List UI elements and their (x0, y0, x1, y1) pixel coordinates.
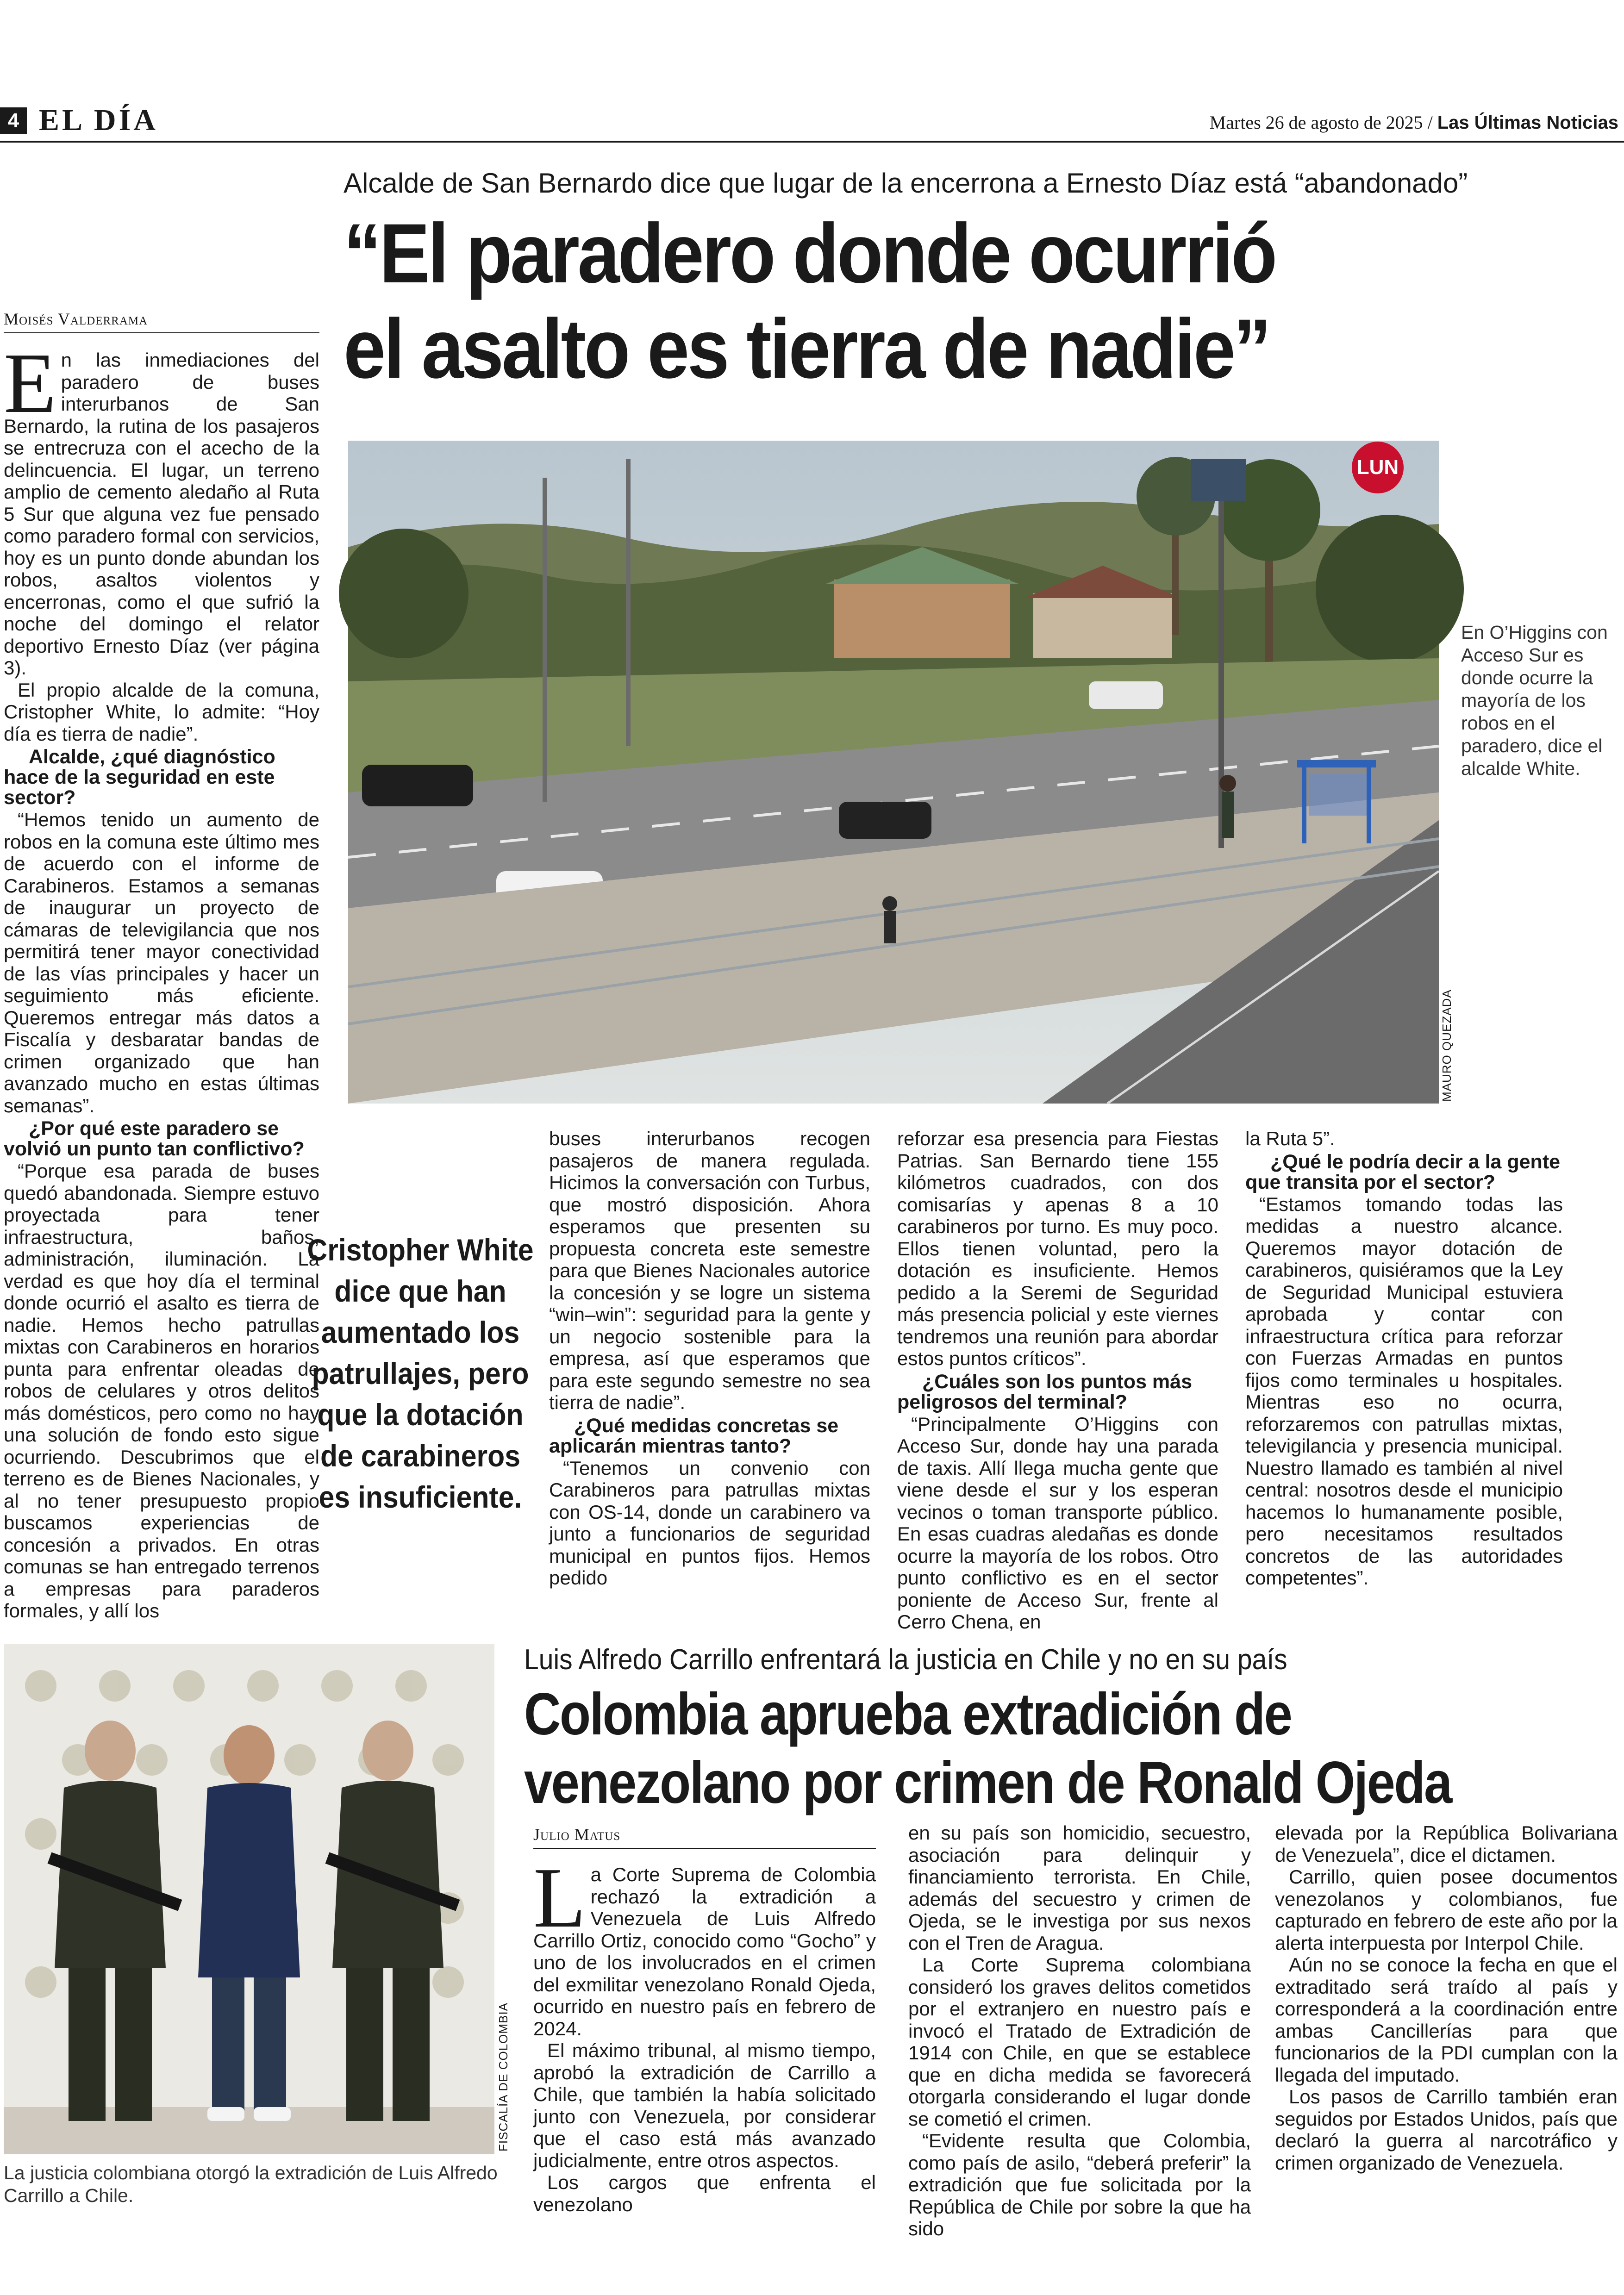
article2-headline (524, 1680, 1464, 1817)
paragraph (533, 1850, 876, 2039)
paragraph-text: a Corte Suprema de Colombia rechazó la extradición a Venezuela de Luis Alfredo Carrillo Ortiz, conocido como “Gocho” y uno de los involucrados en el crimen del exmilitar venezolano Ronald Ojeda, ocurrido en nuestro país en febrero de 2024. (533, 1864, 876, 2039)
paragraph: buses interurbanos recogen pasajeros de manera regulada. Hicimos la conversación con Turbus, que mostró disposición. Ahora esperamos que presenten su propuesta concreta este semestre para que Bienes Nacionales autorice la concesión y se logre un sistema “win–win”: seguridad para la gente y un negocio sostenible para la empresa, así que esperamos que para este segundo semestre no sea tierra de nadie”. (549, 1128, 870, 1413)
article2-byline: Julio Matus (533, 1825, 876, 1849)
paragraph (4, 336, 319, 679)
paragraph: la Ruta 5”. (1245, 1128, 1335, 1149)
article1-photo-credit: MAURO QUEZADA (1440, 989, 1454, 1102)
pull-quote: Cristopher White dice que han aumentado los patrullajes, pero que la dotación de carabineros es insuficiente. (307, 1233, 534, 1514)
article1-column-3 (897, 1128, 1218, 1633)
article1-kicker: Alcalde de San Bernardo dice que lugar de la encerrona a Ernesto Díaz está “abandonado” (344, 168, 1468, 199)
arrest-photo-illustration (4, 1644, 494, 2154)
paragraph: Aún no se conoce la fecha en que el extraditado será traído al país y corresponderá a la coordinación entre ambas Cancillerías para que funcionarios de la PDI cumplan con la llegada del imputado. (1275, 1954, 1618, 2086)
paragraph: El máximo tribunal, al mismo tiempo, aprobó la extradición de Carrillo a Chile, que también la había solicitado junto con Venezuela, por considerar que el caso está más avanzado judicialmente, entre otros aspectos. (533, 2039, 876, 2171)
paragraph: Los cargos que enfrenta el venezolano (533, 2171, 876, 2215)
section-name: EL DÍA (39, 103, 158, 137)
paragraph: “Porque esa parada de buses quedó abandonada. Siempre estuvo proyectada para tener infraestructura, baños, administración, iluminación. La verdad es que hoy día el terminal donde ocurrió el asalto es tierra de nadie. Hemos hecho patrullas mixtas con Carabineros en horarios punta para enfrentar oleadas de robos de celulares y otros delitos más domésticos, pero como no hay una solución de fondo esto sigue ocurriendo. Descubrimos que el terreno es de Bienes Nacionales, y al no tener presupuesto propio buscamos experiencias de concesión a privados. En otras comunas se han entregado terrenos a empresas para paraderos formales, y allí los (4, 1160, 319, 1621)
article1-column-2 (549, 1128, 870, 1618)
paragraph: “Evidente resulta que Colombia, como país de asilo, “deberá preferir” la extradición que fue solicitada por la República de Chile por sobre la que ha sido (908, 2130, 1251, 2239)
header-separator: / (1427, 112, 1433, 133)
interview-question: ¿Qué medidas concretas se aplicarán mientras tanto? (549, 1414, 839, 1457)
header-date: Martes 26 de agosto de 2025 (1209, 112, 1423, 133)
article1-byline: Moisés Valderrama (4, 309, 319, 333)
paragraph: en su país son homicidio, secuestro, asociación para delinquir y financiamiento terrorista. En Chile, además del secuestro y crimen de Ojeda, se le investiga por sus nexos con el Tren de Aragua. (908, 1822, 1251, 1954)
paragraph: Carrillo, quien posee documentos venezolanos y colombianos, fue capturado en febrero de este año por la alerta interpuesta por Interpol Chile. (1275, 1866, 1618, 1954)
lun-logo: LUN (1352, 442, 1404, 493)
paragraph: reforzar esa presencia para Fiestas Patrias. San Bernardo tiene 155 kilómetros cuadrados, con dos comisarías y apenas 8 a 10 carabineros por turno. Es muy poco. Ellos tienen voluntad, pero la dotación es insuficiente. Hemos pedido a la Seremi de Seguridad más presencia policial y este viernes tendremos una reunión para abordar estos puntos críticos”. (897, 1128, 1218, 1369)
article2-photo (4, 1644, 494, 2154)
paragraph: La Corte Suprema colombiana consideró los graves delitos cometidos por el extranjero en nuestro país e invocó el Tratado de Extradición de 1914 con Chile, en que se establece que en dicha medida se favorecerá otorgarla considerando el lugar donde se cometió el crimen. (908, 1954, 1251, 2130)
article1-photo (348, 441, 1439, 1104)
interview-question: ¿Por qué este paradero se volvió un punto tan conflictivo? (4, 1117, 305, 1160)
paragraph: “Tenemos un convenio con Carabineros para patrullas mixtas con OS-14, donde un carabinero va junto a funcionarios de seguridad municipal en puntos fijos. Hemos pedido (549, 1457, 870, 1589)
interview-question: ¿Qué le podría decir a la gente que transita por el sector? (1245, 1150, 1561, 1193)
paragraph-text: n las inmediaciones del paradero de buses interurbanos de San Bernardo, la rutina de los pasajeros se entrecruza con el acecho de la delincuencia. El lugar, un terreno amplio de cemento aledaño al Ruta 5 Sur que alguna vez fue pensado como paradero formal con servicios, hoy es un punto donde abundan los robos, asaltos violentos y encerronas, como el que sufrió la noche del domingo el relator deportivo Ernesto Díaz (ver página 3). (4, 349, 319, 679)
article2-headline-line1: Colombia aprueba extradición de (524, 1681, 1292, 1747)
paragraph: Los pasos de Carrillo también eran seguidos por Estados Unidos, país que declaró la guerra al narcotráfico y crimen organizado de Venezuela. (1275, 2086, 1618, 2174)
article2-headline-line2: venezolano por crimen de Ronald Ojeda (524, 1750, 1451, 1816)
article1-headline-line1: “El paradero donde ocurrió (344, 206, 1275, 300)
interview-question: ¿Cuáles son los puntos más peligrosos del terminal? (897, 1370, 1192, 1413)
dropcap: E (4, 336, 56, 431)
article1-photo-caption: En O’Higgins con Acceso Sur es donde ocurre la mayoría de los robos en el paradero, dice el alcalde White. (1461, 622, 1608, 779)
article2-column-3 (1275, 1822, 1618, 2215)
bus-stop-scene-illustration (348, 441, 1439, 1104)
article2-photo-credit: FISCALÍA DE COLOMBIA (496, 2002, 510, 2152)
newspaper-name: Las Últimas Noticias (1437, 112, 1618, 133)
page-number: 4 (0, 107, 27, 134)
article1-column-4 (1245, 1128, 1563, 1618)
paragraph: “Hemos tenido un aumento de robos en la comuna este último mes de acuerdo con el informe de Carabineros. Estamos a semanas de inaugurar un proyecto de cámaras de televigilancia que nos permitirá tener mayor conectividad de las vías principales y hacer un seguimiento más eficiente. Queremos entregar más datos a Fiscalía y desbaratar bandas de crimen organizado que han avanzado mucho en estas últimas semanas”. (4, 809, 319, 1116)
paragraph: “Principalmente O’Higgins con Acceso Sur, donde hay una parada de taxis. Allí llega mucha gente que viene desde el sur y los esperan vecinos o toman transporte público. En esas cuadras aledañas es donde ocurre la mayoría de los robos. Otro punto conflictivo es en el sector poniente de Acceso Sur, frente al Cerro Chena, en (897, 1413, 1218, 1633)
paragraph: El propio alcalde de la comuna, Cristopher White, lo admite: “Hoy día es tierra de nadie”. (4, 679, 319, 745)
header-rule (0, 141, 1624, 143)
paragraph: elevada por la República Bolivariana de Venezuela”, dice el dictamen. (1275, 1822, 1618, 1866)
article2-column-2 (908, 1822, 1251, 2239)
interview-question: Alcalde, ¿qué diagnóstico hace de la seguridad en este sector? (4, 746, 275, 809)
header-dateline (1210, 111, 1618, 134)
article1-headline-line2: el asalto es tierra de nadie” (344, 301, 1269, 396)
dropcap: L (533, 1850, 586, 1946)
article2-column-1 (533, 1850, 876, 2215)
article1-headline (344, 206, 1468, 396)
article1-column-1 (4, 336, 319, 1621)
paragraph: “Estamos tomando todas las medidas a nuestro alcance. Queremos mayor dotación de carabineros, quisiéramos que la Ley de Seguridad Municipal estuviera aprobada y contar con infraestructura crítica para reforzar con Fuerzas Armadas en puntos fijos como terminales u hospitales. Mientras eso no ocurra, reforzaremos con patrullas mixtas, televigilancia y presencia municipal. Nuestro llamado es también al nivel central: nosotros desde el municipio hacemos lo humanamente posible, pero necesitamos resultados concretos de las autoridades competentes”. (1245, 1193, 1563, 1589)
article2-kicker: Luis Alfredo Carrillo enfrentará la justicia en Chile y no en su país (524, 1644, 1287, 1676)
article2-photo-caption: La justicia colombiana otorgó la extradición de Luis Alfredo Carrillo a Chile. (4, 2162, 498, 2206)
